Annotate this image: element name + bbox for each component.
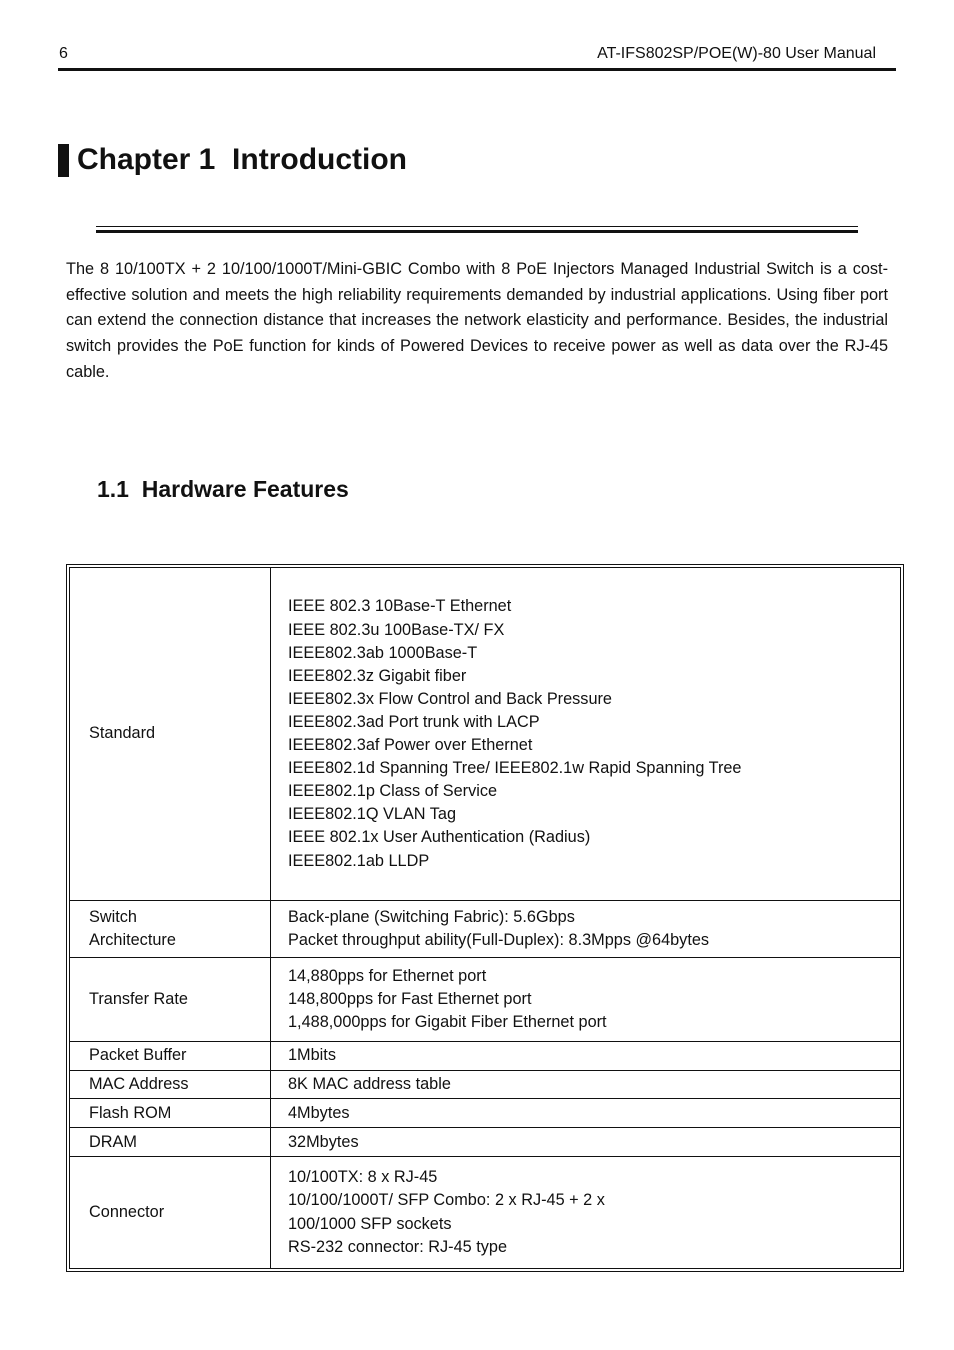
feature-label-cell [70,957,271,1041]
feature-value-line: 4Mbytes [288,1103,350,1122]
feature-label: Standard [89,724,156,743]
feature-value-line: IEEE 802.1x User Authentication (Radius) [288,828,591,847]
feature-value-line: Packet throughput ability(Full-Duplex): 8.3Mpps @64bytes [288,930,710,949]
feature-value-line: 14,880pps for Ethernet port [288,966,487,985]
feature-value-line: IEEE 802.3 10Base-T Ethernet [288,597,512,616]
chapter-heading [58,142,407,178]
chapter-marker-bar [58,144,69,177]
feature-value-line: 32Mbytes [288,1132,359,1151]
page-header [58,42,896,71]
feature-value-line: 1,488,000pps for Gigabit Fiber Ethernet port [288,1012,607,1031]
table-row [70,1070,901,1099]
feature-value-line: IEEE802.1Q VLAN Tag [288,805,457,824]
table-row [70,1157,901,1269]
page-number: 6 [59,45,68,62]
feature-value-line: IEEE802.3ad Port trunk with LACP [288,712,540,731]
feature-value-line: IEEE802.3af Power over Ethernet [288,736,533,755]
feature-value-cell [271,901,901,958]
table-row [70,957,901,1041]
feature-value-line: IEEE802.1d Spanning Tree/ IEEE802.1w Rapid Spanning Tree [288,759,742,778]
features-table-body [70,568,901,1269]
feature-label: Switch [89,907,137,926]
feature-value-line: 10/100TX: 8 x RJ-45 [288,1168,438,1187]
feature-value-cell [271,1099,901,1128]
feature-value-line: 8K MAC address table [288,1074,451,1093]
feature-label: MAC Address [89,1074,189,1093]
table-row [70,568,901,901]
feature-label-cell [70,901,271,958]
feature-value-cell [271,1157,901,1269]
feature-label: Connector [89,1203,165,1221]
feature-value-cell [271,957,901,1041]
feature-label: Packet Buffer [89,1046,187,1065]
feature-label-cell [70,1157,271,1269]
feature-label: Flash ROM [89,1103,172,1122]
feature-value-line: IEEE802.3x Flow Control and Back Pressure [288,689,612,708]
feature-value-line: IEEE802.3ab 1000Base-T [288,643,478,662]
chapter-divider-thick [96,230,858,233]
feature-label-cell [70,568,271,901]
feature-value-line: RS-232 connector: RJ-45 type [288,1237,508,1256]
manual-title: AT-IFS802SP/POE(W)-80 User Manual [597,45,876,62]
feature-value-line: IEEE 802.3u 100Base-TX/ FX [288,620,505,639]
table-row [70,901,901,958]
intro-paragraph: The 8 10/100TX + 2 10/100/1000T/Mini-GBIC Combo with 8 PoE Injectors Managed Industrial Switch is a cost-effective solution and meets the high reliability requirements demanded by industrial applications. Using fiber port can extend the connection distance that increases the network elasticity and performance. Besides, the industrial switch provides the PoE function for kinds of Powered Devices to receive power as well as data over the RJ-45 cable. [66,260,888,381]
feature-value-line: 10/100/1000T/ SFP Combo: 2 x RJ-45 + 2 x [288,1191,605,1210]
feature-value-cell [271,568,901,901]
feature-value-line: 1Mbits [288,1046,336,1065]
section-title: 1.1 Hardware Features [97,476,349,502]
feature-value-cell [271,1041,901,1070]
feature-value-line: 148,800pps for Fast Ethernet port [288,989,532,1008]
feature-value-line: IEEE802.1ab LLDP [288,851,430,870]
chapter-divider-thin [96,226,858,227]
table-row [70,1128,901,1157]
feature-value-line: Back-plane (Switching Fabric): 5.6Gbps [288,907,575,926]
feature-label-cell [70,1070,271,1099]
table-row [70,1041,901,1070]
feature-value-cell [271,1128,901,1157]
chapter-title: Chapter 1 Introduction [77,143,407,176]
hardware-features-table [66,564,904,1272]
feature-label-cell [70,1041,271,1070]
table-row [70,1099,901,1128]
feature-value-line: 100/1000 SFP sockets [288,1214,452,1233]
feature-value-line: IEEE802.3z Gigabit fiber [288,666,467,685]
feature-label-cell [70,1099,271,1128]
feature-label: DRAM [89,1132,137,1151]
feature-value-cell [271,1070,901,1099]
feature-label: Architecture [89,930,176,949]
feature-label-cell [70,1128,271,1157]
feature-label: Transfer Rate [89,989,188,1008]
feature-value-line: IEEE802.1p Class of Service [288,782,498,801]
